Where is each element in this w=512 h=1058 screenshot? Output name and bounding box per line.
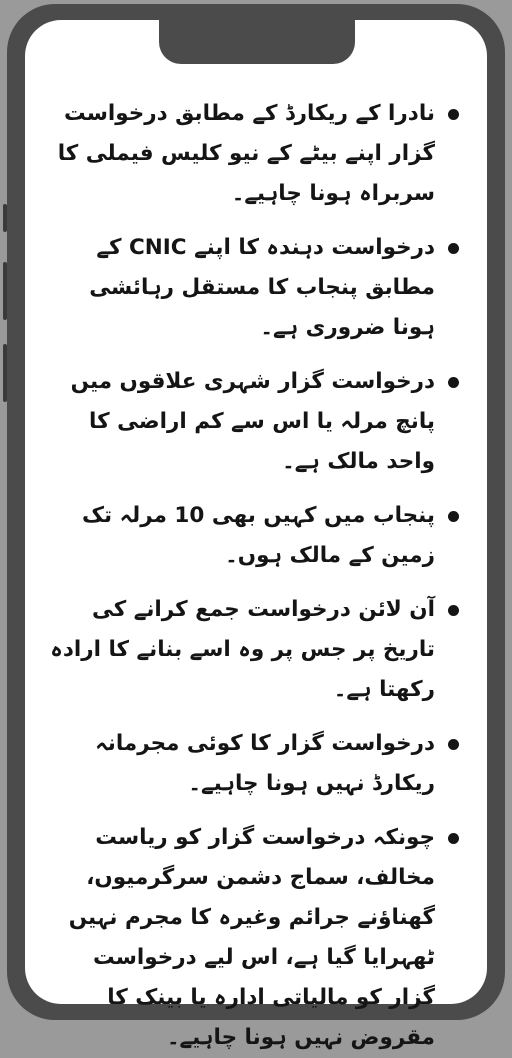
side-button-volume-up — [3, 262, 7, 320]
bullet-dot-icon — [448, 605, 459, 616]
bullet-dot-icon — [448, 243, 459, 254]
requirement-text: چونکہ درخواست گزار کو ریاست مخالف، سماج دشمن سرگرمیوں، گھناؤنے جرائم وغیرہ کا مجرم نہیں ٹھہرایا گیا ہے، اس لیے درخواست گزار کو مالیاتی ادارہ یا بینک کا مقروض نہیں ہونا چاہیے۔ — [68, 825, 435, 1050]
list-item — [47, 362, 465, 482]
phone-screen — [25, 20, 487, 1050]
bullet-dot-icon — [448, 739, 459, 750]
list-item — [47, 724, 465, 804]
requirement-text: درخواست گزار شہری علاقوں میں پانچ مرلہ یا اس سے کم اراضی کا واحد مالک ہے۔ — [70, 369, 435, 474]
side-button-mute — [3, 204, 7, 232]
list-item — [47, 496, 465, 576]
bullet-dot-icon — [448, 833, 459, 844]
requirements-content — [47, 94, 465, 1050]
list-item — [47, 818, 465, 1058]
requirement-text: درخواست دہندہ کا اپنے CNIC کے مطابق پنجاب کا مستقل رہائشی ہونا ضروری ہے۔ — [89, 235, 435, 340]
requirement-text: نادرا کے ریکارڈ کے مطابق درخواست گزار اپنے بیٹے کے نیو کلیس فیملی کا سربراہ ہونا چاہیے۔ — [57, 101, 435, 206]
requirements-list — [47, 94, 465, 1058]
side-button-volume-down — [3, 344, 7, 402]
bullet-dot-icon — [448, 377, 459, 388]
requirement-text: پنجاب میں کہیں بھی 10 مرلہ تک زمین کے مالک ہوں۔ — [82, 503, 435, 568]
list-item — [47, 94, 465, 214]
phone-frame — [7, 4, 505, 1050]
bullet-dot-icon — [448, 109, 459, 120]
phone-notch — [159, 20, 355, 64]
list-item — [47, 590, 465, 710]
requirement-text: آن لائن درخواست جمع کرانے کی تاریخ پر جس پر وہ اسے بنانے کا ارادہ رکھتا ہے۔ — [50, 597, 435, 702]
bullet-dot-icon — [448, 511, 459, 522]
list-item — [47, 228, 465, 348]
requirement-text: درخواست گزار کا کوئی مجرمانہ ریکارڈ نہیں ہونا چاہیے۔ — [95, 731, 435, 796]
